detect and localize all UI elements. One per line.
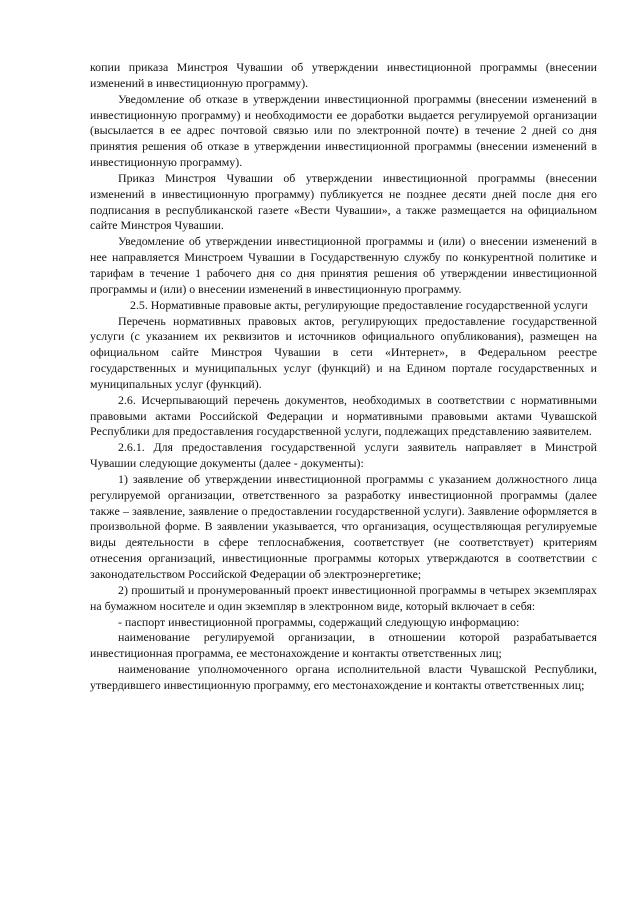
section-heading: 2.5. Нормативные правовые акты, регулирующие предоставление государственной услуги [130, 297, 588, 312]
paragraph: Уведомление об утверждении инвестиционной программы и (или) о внесении изменений в нее направляется Минстроем Чувашии в Государственную службу по конкурентной политике и тарифам в течение 1 рабочего дня со дня принятия решения об утверждении инвестиционной программы и (или) о внесении изменений в инвестиционную программу. [90, 234, 597, 296]
paragraph: Перечень нормативных правовых актов, регулирующих предоставление государственной услуги (с указанием их реквизитов и источников официального опубликования), размещен на официальном сайте Минстроя Чувашии в сети «Интернет», в Федеральном реестре государственных и муниципальных услуг (функций) и на Едином портале государственных и муниципальных услуг (функций). [90, 313, 597, 391]
paragraph: наименование регулируемой организации, в отношении которой разрабатывается инвестиционная программа, ее местонахождение и контакты ответственных лиц; [90, 630, 597, 661]
paragraph: Приказ Минстроя Чувашии об утверждении инвестиционной программы (внесении изменений в инвестиционную программу) публикуется не позднее десяти дней после дня его подписания в республиканской газете «Вести Чувашии», а также размещается на официальном сайте Минстроя Чувашии. [90, 170, 597, 233]
paragraph: Уведомление об отказе в утверждении инвестиционной программы (внесении изменений в инвестиционную программу) и необходимости ее доработки выдается регулируемой организации (высылается в ее адрес почтовой связью или по электронной почте) в течение 2 дней со дня принятия решения об отказе в утверждении инвестиционной программы (внесении изменений в инвестиционную программу). [90, 91, 597, 170]
list-item: - паспорт инвестиционной программы, содержащий следующую информацию: [118, 614, 520, 629]
paragraph: наименование уполномоченного органа исполнительной власти Чувашской Республики, утвердившего инвестиционную программу, его местонахождение и контакты ответственных лиц; [90, 662, 597, 692]
paragraph: 2.6. Исчерпывающий перечень документов, необходимых в соответствии с нормативными правовыми актами Российской Федерации и нормативными правовыми актами Чувашской Республики для предоставления государственной услуги, подлежащих представлению заявителем. [90, 392, 597, 439]
list-item: 1) заявление об утверждении инвестиционной программы с указанием должностного лица регулируемой организации, ответственного за разработку инвестиционной программы (далее также – заявление, заявление о предоставлении государственной услуги). Заявление оформляется в произвольной форме. В заявлении указывается, что организация, осуществляющая регулируемые виды деятельности в сфере теплоснабжения, соответствует (не соответствует) критериям отнесения организаций, инвестиционные программы которых утверждаются в соответствии с законодательством Российской Федерации об электроэнергетике; [90, 471, 597, 581]
paragraph: 2.6.1. Для предоставления государственной услуги заявитель направляет в Минстрой Чувашии следующие документы (далее - документы): [90, 440, 597, 471]
list-item: 2) прошитый и пронумерованный проект инвестиционной программы в четырех экземплярах на бумажном носителе и один экземпляр в электронном виде, который включает в себя: [90, 582, 597, 613]
document-page [90, 60, 597, 694]
paragraph: копии приказа Минстроя Чувашии об утверждении инвестиционной программы (внесении изменений в инвестиционную программу). [90, 60, 597, 90]
